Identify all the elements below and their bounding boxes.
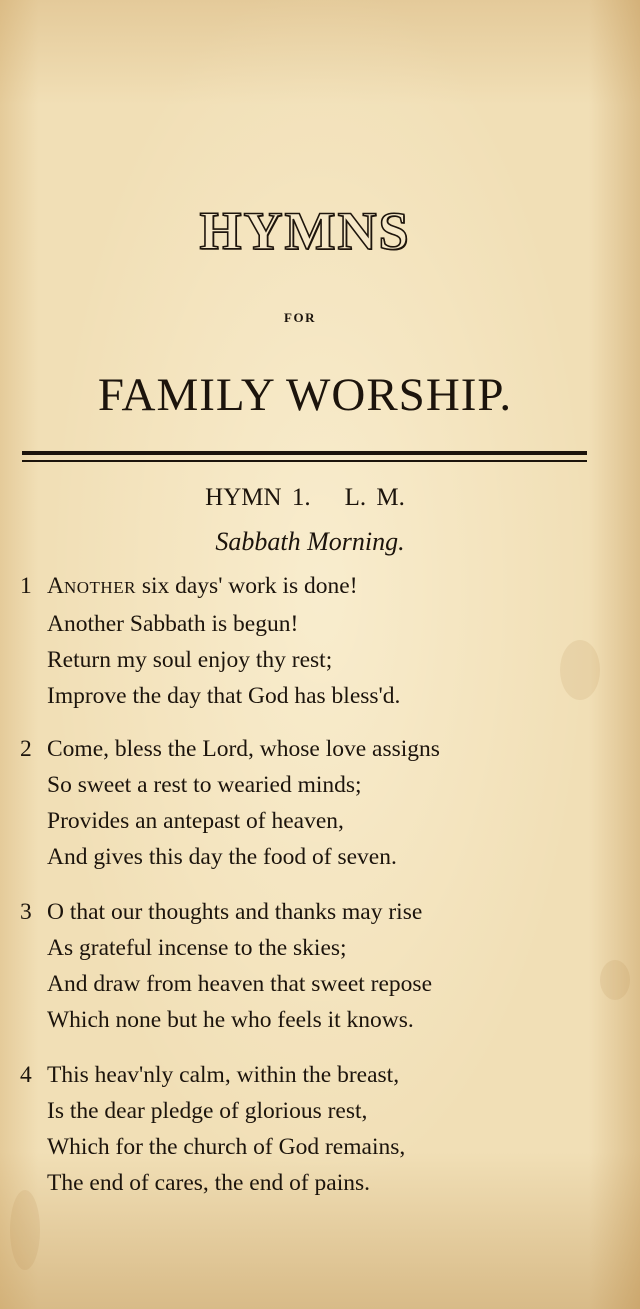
verse-line: So sweet a rest to wearied minds; (47, 772, 362, 798)
verse-line: Improve the day that God has bless'd. (47, 683, 401, 709)
title-for: FOR (284, 310, 316, 325)
foxing-stain (10, 1190, 40, 1270)
verse-line: Return my soul enjoy thy rest; (47, 647, 333, 673)
verse-number: 3 (20, 899, 32, 925)
verse-2 (20, 731, 600, 875)
hymn-number: HYMN 1. (205, 484, 311, 511)
verse-line-text: This heav'nly calm, within the breast, (47, 1062, 400, 1088)
verse-number: 2 (20, 736, 32, 762)
verse-line: The end of cares, the end of pains. (47, 1170, 370, 1196)
verse-number: 4 (20, 1062, 32, 1088)
smallcaps-word: NOTHER (63, 578, 136, 597)
page-title: FAMILY WORSHIP. (97, 369, 513, 421)
verse-line: Provides an antepast of heaven, (47, 808, 344, 834)
hymn-meter: L. M. (344, 484, 405, 511)
smallcaps-initial: A (47, 573, 64, 599)
title-hymns: HYMNS (199, 201, 411, 261)
verse-line (20, 568, 600, 606)
verse-line: And draw from heaven that sweet repose (47, 971, 432, 997)
divider-thick (22, 451, 587, 455)
divider-thin (22, 460, 587, 462)
verse-number: 1 (20, 573, 32, 599)
verse-1 (20, 568, 600, 714)
verse-4 (20, 1057, 600, 1201)
verse-line: As grateful incense to the skies; (47, 935, 347, 961)
verse-line: Which none but he who feels it knows. (47, 1007, 414, 1033)
verse-line-text: O that our thoughts and thanks may rise (47, 899, 423, 925)
hymn-subtitle: Sabbath Morning. (215, 527, 405, 556)
verse-line-text: Come, bless the Lord, whose love assigns (47, 736, 440, 762)
first-line-tail: six days' work is done! (135, 573, 358, 599)
verse-line: Which for the church of God remains, (47, 1134, 406, 1160)
hymn-heading (0, 484, 610, 512)
verse-line (20, 1057, 600, 1093)
verse-line (20, 731, 600, 767)
verse-line: Is the dear pledge of glorious rest, (47, 1098, 368, 1124)
foxing-stain (600, 960, 630, 1000)
verse-line: Another Sabbath is begun! (47, 611, 299, 637)
verse-line (20, 894, 600, 930)
verse-3 (20, 894, 600, 1038)
verse-line: And gives this day the food of seven. (47, 844, 397, 870)
